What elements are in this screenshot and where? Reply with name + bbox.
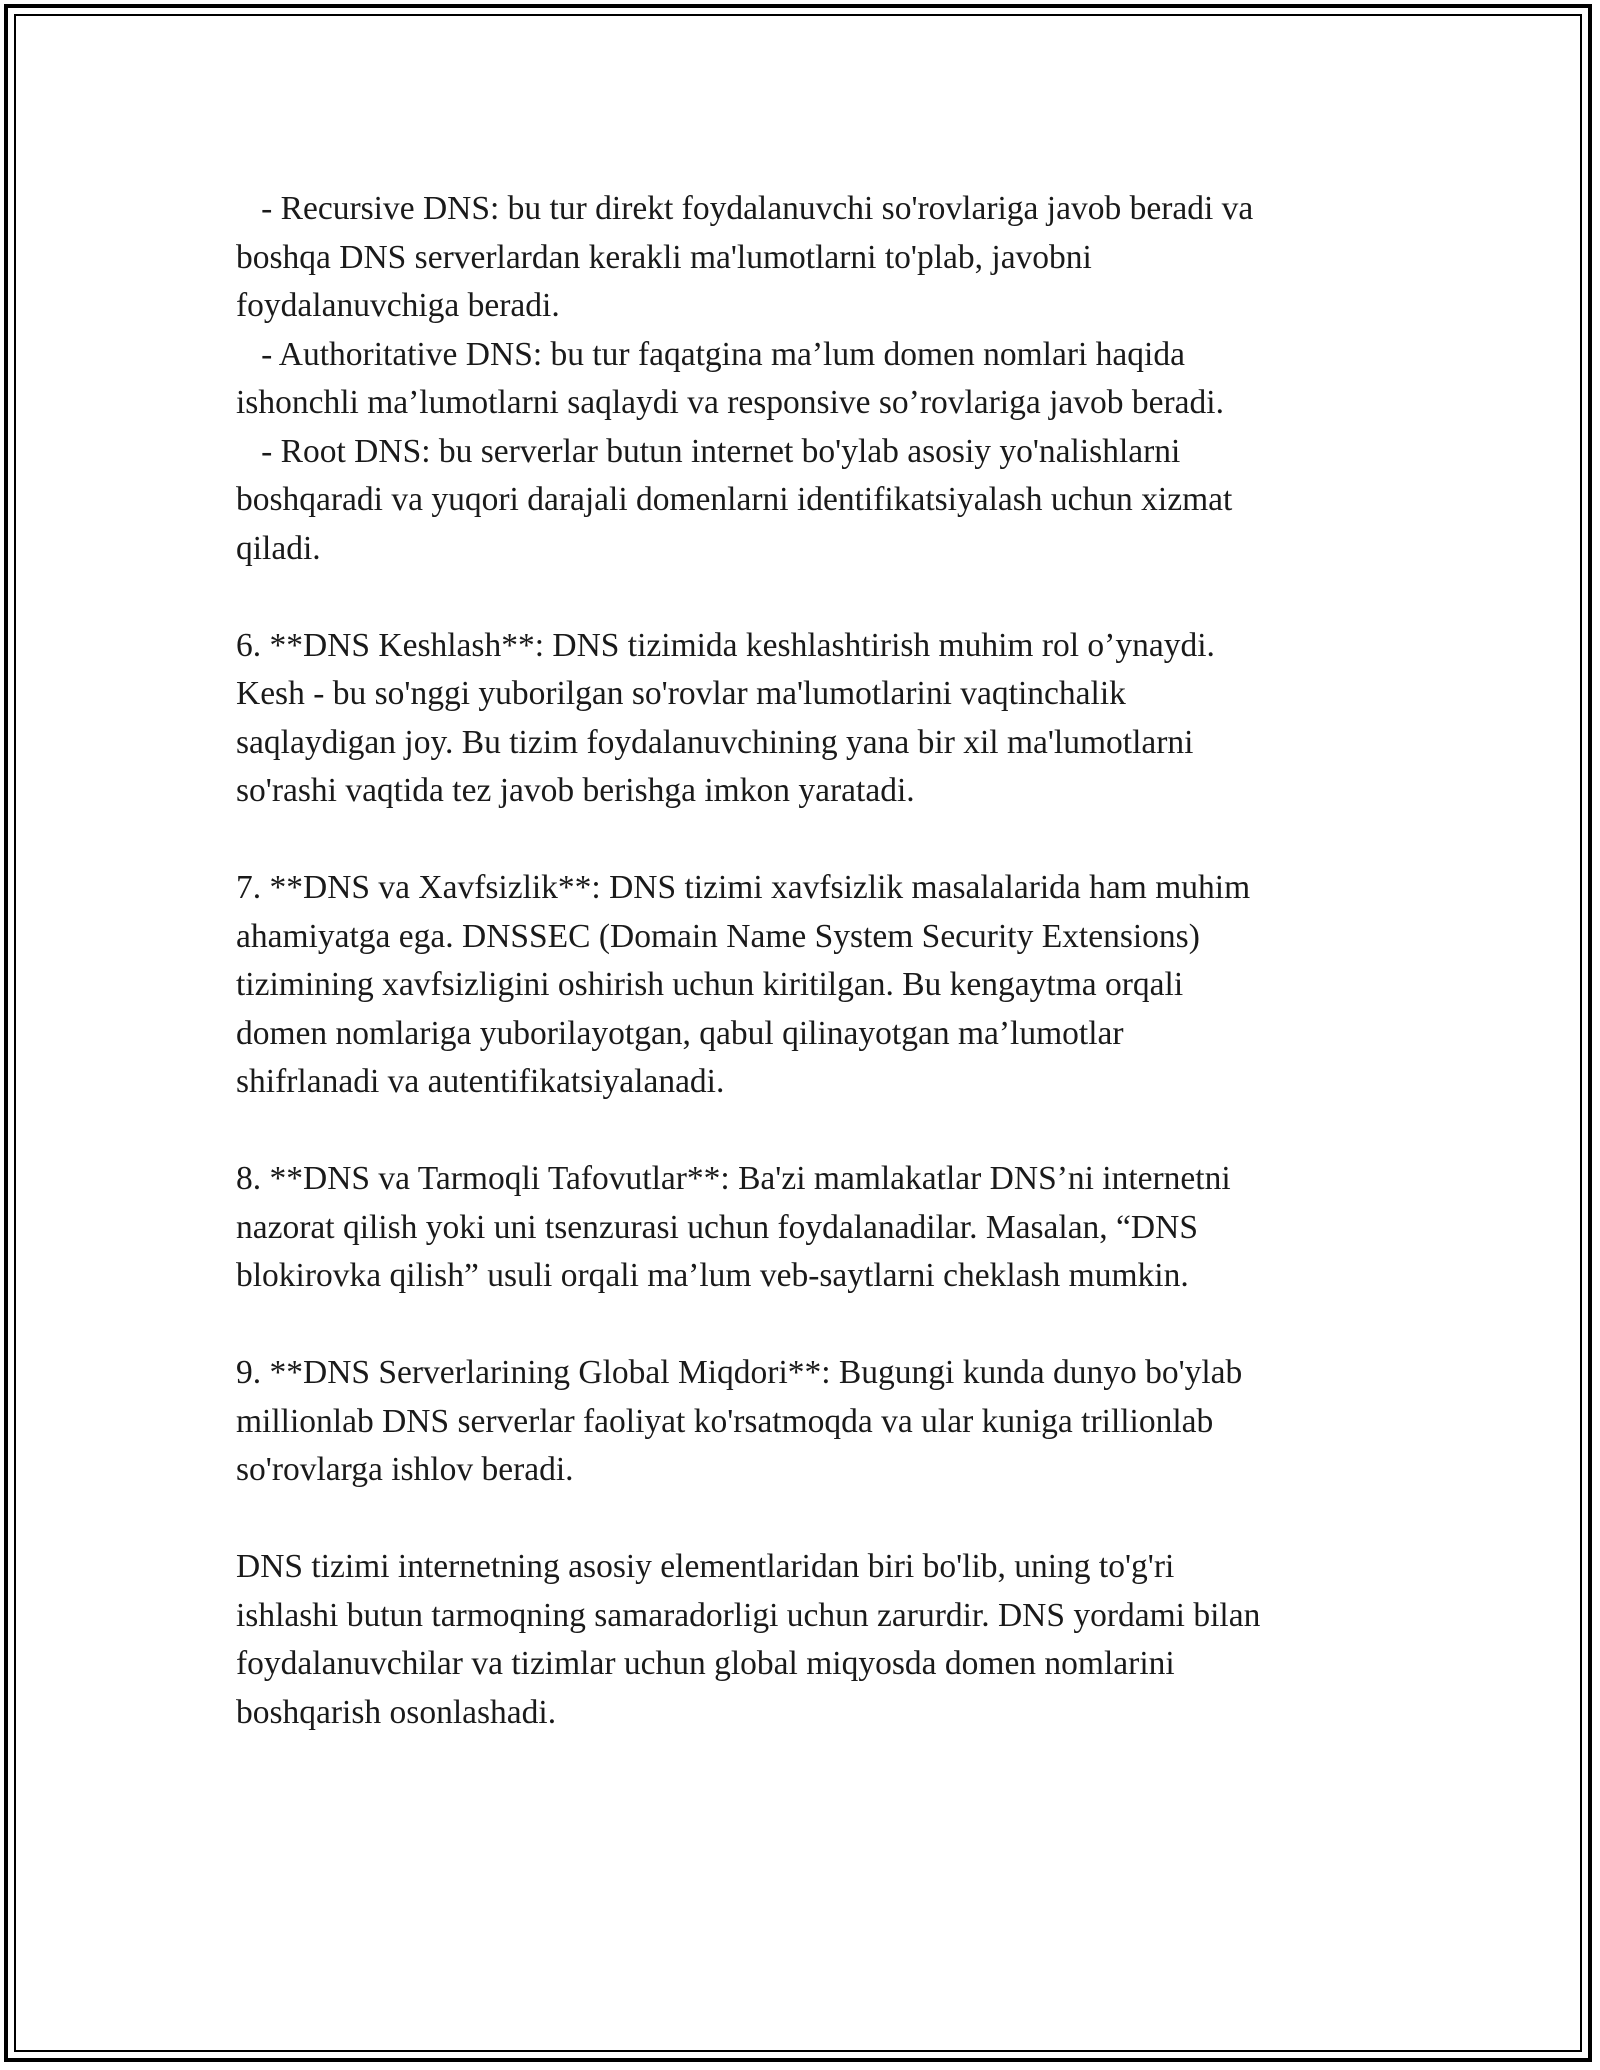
- paragraph-dns-network-differences: 8. **DNS va Tarmoqli Tafovutlar**: Ba'zi mamlakatlar DNS’ni internetni nazorat qilish yoki uni tsenzurasi uchun foydalanadilar. Masalan, “DNS blokirovka qilish” usuli orqali ma’lum veb-saytlarni cheklash mumkin.: [236, 1160, 1231, 1294]
- paragraph-dns-caching: 6. **DNS Keshlash**: DNS tizimida keshlashtirish muhim rol o’ynaydi. Kesh - bu so'nggi yuborilgan so'rovlar ma'lumotlarini vaqtinchalik saqlaydigan joy. Bu tizim foydalanuvchining yana bir xil ma'lumotlarni so'rashi vaqtida tez javob berishga imkon yaratadi.: [236, 626, 1215, 809]
- paragraph-root-dns: - Root DNS: bu serverlar butun internet bo'ylab asosiy yo'nalishlarni boshqaradi va yuqori darajali domenlarni identifikatsiyalash uchun xizmat qiladi.: [236, 432, 1233, 567]
- paragraph-spacer: [236, 1495, 1366, 1544]
- document-body: [236, 185, 1366, 1737]
- paragraph-dns-security: 7. **DNS va Xavfsizlik**: DNS tizimi xavfsizlik masalalarida ham muhim ahamiyatga ega. DNSSEC (Domain Name System Security Extensions) tizimining xavfsizligini oshirish uchun kiritilgan. Bu kengaytma orqali domen nomlariga yuborilayotgan, qabul qilinayotgan ma’lumotlar shifrlanadi va autentifikatsiyalanadi.: [236, 869, 1251, 1100]
- paragraph-spacer: [236, 1301, 1366, 1350]
- paragraph-spacer: [236, 1107, 1366, 1156]
- paragraph-spacer: [236, 816, 1366, 865]
- paragraph-conclusion: DNS tizimi internetning asosiy elementlaridan biri bo'lib, uning to'g'ri ishlashi butun tarmoqning samaradorligi uchun zarurdir. DNS yordami bilan foydalanuvchilar va tizimlar uchun global miqyosda domen nomlarini boshqarish osonlashadi.: [236, 1548, 1261, 1731]
- paragraph-dns-global-servers: 9. **DNS Serverlarining Global Miqdori**: Bugungi kunda dunyo bo'ylab millionlab DNS serverlar faoliyat ko'rsatmoqda va ular kuniga trillionlab so'rovlarga ishlov beradi.: [236, 1354, 1243, 1488]
- paragraph-authoritative-dns: - Authoritative DNS: bu tur faqatgina ma’lum domen nomlari haqida ishonchli ma’lumotlarni saqlaydi va responsive so’rovlariga javob beradi.: [236, 335, 1224, 421]
- paragraph-spacer: [236, 573, 1366, 622]
- paragraph-recursive-dns: - Recursive DNS: bu tur direkt foydalanuvchi so'rovlariga javob beradi va boshqa DNS serverlardan kerakli ma'lumotlarni to'plab, javobni foydalanuvchiga beradi.: [236, 190, 1254, 324]
